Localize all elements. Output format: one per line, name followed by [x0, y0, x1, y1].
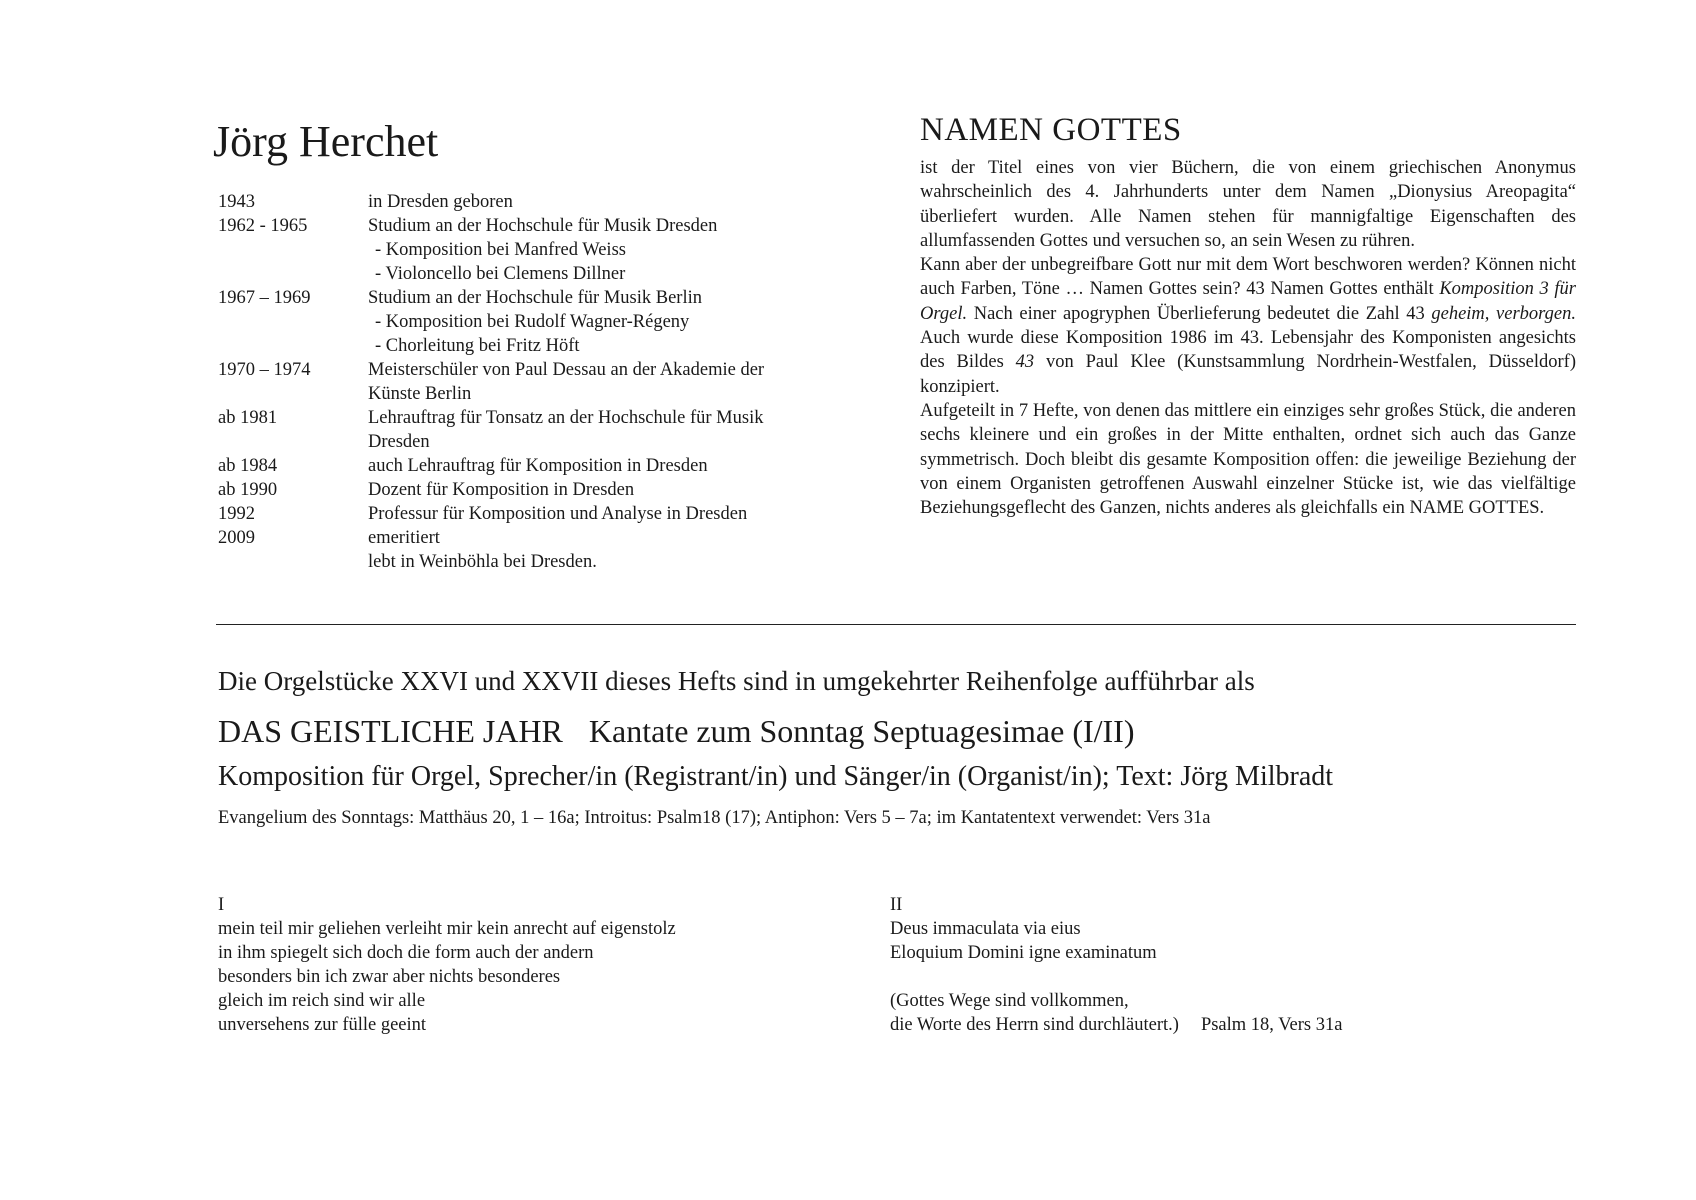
- cantata-subtitle: Kantate zum Sonntag Septuagesimae (I/II): [588, 713, 1135, 749]
- cantata-title: DAS GEISTLICHE JAHR: [218, 713, 563, 749]
- work-description: [920, 156, 1576, 520]
- biography-subitem: - Chorleitung bei Fritz Höft: [375, 336, 580, 356]
- poem-line: unversehens zur fülle geeint: [218, 1015, 427, 1035]
- psalm-reference: Psalm 18, Vers 31a: [1200, 1015, 1343, 1035]
- biography-year: 1967 – 1969: [218, 288, 311, 308]
- biography-year: ab 1984: [218, 456, 278, 476]
- biography-entry: [218, 406, 858, 454]
- biography-entry: [218, 286, 858, 358]
- blank-line: [890, 965, 1342, 989]
- cantata-intro: Die Orgelstücke XXVI und XXVII dieses Hefts sind in umgekehrter Reihenfolge aufführbar als: [218, 666, 1255, 696]
- biography-text: Künste Berlin: [368, 384, 472, 404]
- part-heading: I: [218, 895, 225, 915]
- poem-line: in ihm spiegelt sich doch die form auch der andern: [218, 943, 594, 963]
- cantata-heading: [218, 712, 1134, 750]
- biography-year: 1943: [218, 192, 255, 212]
- biography-year: 1970 – 1974: [218, 360, 311, 380]
- biography-text: lebt in Weinböhla bei Dresden.: [368, 552, 597, 572]
- work-paragraph-3: Aufgeteilt in 7 Hefte, von denen das mittlere ein einziges sehr großes Stück, die anderen sechs kleinere und ein großes in der Mitte enthalten, ordnet sich auch das Ganze symmetrisch. Doch bleibt dis gesamte Komposition offen: die jeweilige Beziehung der von einem Organisten getroffenen Auswahl einzelner Stücke ist, wie das vielfältige Beziehungsgeflecht des Ganzen, nichts anderes als gleichfalls ein NAME GOTTES.: [920, 400, 1576, 519]
- biography-text: Studium an der Hochschule für Musik Berlin: [368, 288, 702, 308]
- biography-year: ab 1990: [218, 480, 278, 500]
- biography-year: 2009: [218, 528, 255, 548]
- work-paragraph-2-text: von Paul Klee (Kunstsammlung Nordrhein-Westfalen, Düsseldorf) konzipiert.: [920, 352, 1576, 397]
- biography-subitem: - Komposition bei Rudolf Wagner-Régeny: [375, 312, 690, 332]
- poem-line: mein teil mir geliehen verleiht mir kein anrecht auf eigenstolz: [218, 919, 676, 939]
- biography-entry: [218, 526, 858, 574]
- biography-text: Meisterschüler von Paul Dessau an der Akademie der: [368, 360, 765, 380]
- biography-entry: [218, 190, 858, 214]
- poem-line: [890, 1013, 1342, 1037]
- poem-line: besonders bin ich zwar aber nichts besonderes: [218, 967, 561, 987]
- poem-line: (Gottes Wege sind vollkommen,: [890, 991, 1129, 1011]
- biography-year: 1992: [218, 504, 255, 524]
- gospel-references: Evangelium des Sonntags: Matthäus 20, 1 – 16a; Introitus: Psalm18 (17); Antiphon: Vers 5 – 7a; im Kantatentext verwendet: Vers 31a: [218, 808, 1211, 828]
- composition-details: Komposition für Orgel, Sprecher/in (Registrant/in) und Sänger/in (Organist/in); Text: Jörg Milbradt: [218, 761, 1334, 792]
- poem-line: Eloquium Domini igne examinatum: [890, 943, 1157, 963]
- biography-year: ab 1981: [218, 408, 278, 428]
- biography-year: 1962 - 1965: [218, 216, 308, 236]
- biography-entry: [218, 358, 858, 406]
- work-title-reference: Komposition 3 für Orgel.: [920, 279, 1576, 324]
- translation-line: die Worte des Herrn sind durchläutert.): [890, 1015, 1179, 1035]
- biography-entry: [218, 478, 858, 502]
- work-paragraph-2-text: Nach einer apogryphen Überlieferung bedeutet die Zahl 43: [967, 303, 1432, 324]
- biography-subitem: - Violoncello bei Clemens Dillner: [375, 264, 626, 284]
- section-divider: [216, 624, 1576, 625]
- meaning-emphasis: geheim, verborgen.: [1431, 303, 1576, 324]
- part-heading: II: [890, 895, 903, 915]
- biography-text: Lehrauftrag für Tonsatz an der Hochschule für Musik: [368, 408, 764, 428]
- biography-text: Dresden: [368, 432, 430, 452]
- biography-text: Studium an der Hochschule für Musik Dresden: [368, 216, 718, 236]
- composer-name: Jörg Herchet: [213, 117, 439, 166]
- biography-text: Professur für Komposition und Analyse in Dresden: [368, 504, 748, 524]
- biography-entry: [218, 502, 858, 526]
- biography-entry: [218, 454, 858, 478]
- biography-subitem: - Komposition bei Manfred Weiss: [375, 240, 626, 260]
- poem-line: Deus immaculata via eius: [890, 919, 1081, 939]
- biography-list: [218, 190, 858, 574]
- biography-text: emeritiert: [368, 528, 440, 548]
- text-part-one: [218, 893, 676, 1037]
- work-paragraph-2: [920, 253, 1576, 399]
- biography-text: auch Lehrauftrag für Komposition in Dresden: [368, 456, 708, 476]
- painting-title: 43: [1015, 352, 1035, 373]
- work-title: NAMEN GOTTES: [920, 112, 1182, 148]
- biography-entry: [218, 214, 858, 286]
- poem-lines: [218, 917, 676, 1037]
- text-part-two: [890, 893, 1342, 1037]
- biography-text: in Dresden geboren: [368, 192, 513, 212]
- poem-line: gleich im reich sind wir alle: [218, 991, 426, 1011]
- work-paragraph-2-text: Kann aber der unbegreifbare Gott nur mit dem Wort beschworen werden? Können nicht auch Farben, Töne … Namen Gottes sein? 43 Namen Gottes enthält: [920, 255, 1576, 300]
- work-paragraph-1: ist der Titel eines von vier Büchern, die von einem griechischen Anonymus wahrscheinlich des 4. Jahrhunderts unter dem Namen „Dionysius Areopagita“ überliefert wurden. Alle Namen stehen für mannigfaltige Eigenschaften des allumfassenden Gottes und versuchen so, an sein Wesen zu rühren.: [920, 158, 1576, 251]
- work-paragraph-2-text: Auch wurde diese Komposition 1986 im 43. Lebensjahr des Komponisten angesichts des Bildes: [920, 328, 1576, 373]
- biography-text: Dozent für Komposition in Dresden: [368, 480, 635, 500]
